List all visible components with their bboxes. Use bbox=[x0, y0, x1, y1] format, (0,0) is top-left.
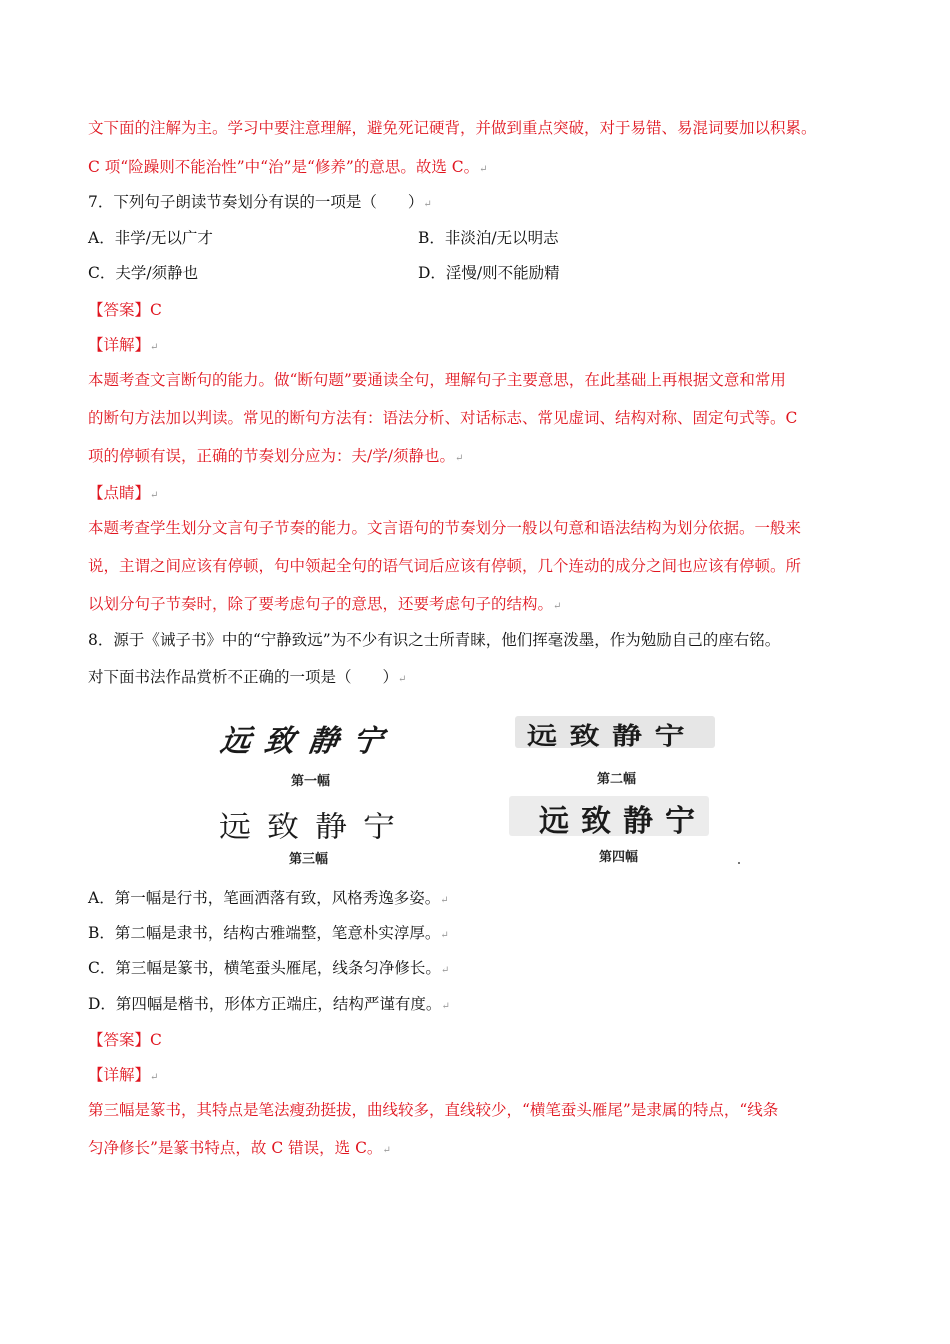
q7-answer-value: C bbox=[150, 301, 162, 319]
q7-answer bbox=[88, 300, 162, 320]
q7-tip-line-1: 本题考查学生划分文言句子节奏的能力。文言语句的节奏划分一般以句意和语法结构为划分依据。一般来 bbox=[88, 519, 802, 537]
q7-option-b: B．非淡泊/无以明志 bbox=[418, 229, 559, 247]
q8-detail-line-2: 匀净修长”是篆书特点，故 C 错误，选 C。↵ bbox=[88, 1139, 391, 1157]
q7-detail-line-2: 的断句方法加以判读。常见的断句方法有：语法分析、对话标志、常见虚词、结构对称、固定句式等。C bbox=[88, 409, 798, 427]
figure-dot bbox=[738, 862, 740, 864]
q6-explanation-line-1: 文下面的注解为主。学习中要注意理解，避免死记硬背，并做到重点突破，对于易错、易混词要加以积累。 bbox=[88, 119, 817, 137]
q7-detail-line-1: 本题考查文言断句的能力。做“断句题”要通读全句，理解句子主要意思，在此基础上再根据文意和常用 bbox=[88, 371, 786, 389]
q8-option-a: A．第一幅是行书，笔画洒落有致，风格秀逸多姿。↵ bbox=[88, 889, 449, 907]
q8-answer-label: 【答案】 bbox=[88, 1031, 151, 1049]
q8-answer-value: C bbox=[150, 1031, 162, 1049]
q8-option-c-text: C．第三幅是篆书，横笔蚕头雁尾，线条匀净修长。 bbox=[88, 959, 441, 977]
q8-stem-line-2: 对下面书法作品赏析不正确的一项是（ ）↵ bbox=[88, 668, 407, 686]
q8-option-b: B．第二幅是隶书，结构古雅端整，笔意朴实淳厚。↵ bbox=[88, 924, 449, 942]
q7-detail-line-3-text: 项的停顿有误，正确的节奏划分应为：夫/学/须静也。 bbox=[88, 447, 455, 465]
q8-detail-line-1: 第三幅是篆书，其特点是笔法瘦劲挺拔，曲线较多，直线较少，“横笔蚕头雁尾”是隶属的特点，“线条 bbox=[88, 1101, 779, 1119]
q7-detail-line-3: 项的停顿有误，正确的节奏划分应为：夫/学/须静也。↵ bbox=[88, 447, 464, 465]
q8-option-a-text: A．第一幅是行书，笔画洒落有致，风格秀逸多姿。 bbox=[88, 889, 441, 907]
calligraphy-work-1: 远致静宁 bbox=[218, 724, 399, 759]
q7-answer-label: 【答案】 bbox=[88, 301, 151, 319]
calligraphy-work-2: 远致静宁 bbox=[527, 721, 697, 750]
q7-option-a: A．非学/无以广才 bbox=[88, 229, 213, 247]
q7-stem-text: 7．下列句子朗读节奏划分有误的一项是（ ） bbox=[88, 193, 424, 211]
q7-tip-label: 【点睛】 bbox=[88, 484, 151, 502]
calligraphy-work-4: 远致静宁 bbox=[539, 804, 707, 839]
q7-option-d: D．淫慢/则不能励精 bbox=[418, 264, 560, 282]
q7-detail-label: 【详解】 bbox=[88, 336, 151, 354]
q7-option-c: C．夫学/须静也 bbox=[88, 264, 199, 282]
q7-tip-line-2: 说，主谓之间应该有停顿，句中领起全句的语气词后应该有停顿，几个连动的成分之间也应该有停顿。所 bbox=[88, 557, 802, 575]
calligraphy-caption-2: 第二幅 bbox=[597, 772, 637, 787]
q7-stem: 7．下列句子朗读节奏划分有误的一项是（ ）↵ bbox=[88, 193, 432, 211]
q8-detail-heading: 【详解】↵ bbox=[88, 1066, 159, 1084]
q8-answer bbox=[88, 1030, 162, 1050]
q8-option-c: C．第三幅是篆书，横笔蚕头雁尾，线条匀净修长。↵ bbox=[88, 959, 450, 977]
q8-option-d: D．第四幅是楷书，形体方正端庄，结构严谨有度。↵ bbox=[88, 995, 450, 1013]
q8-detail-line-2-text: 匀净修长”是篆书特点，故 C 错误，选 C。 bbox=[88, 1139, 383, 1157]
q8-stem-line-1: 8．源于《诫子书》中的“宁静致远”为不少有识之士所青睐，他们挥毫泼墨，作为勉励自己的座右铭。 bbox=[88, 631, 781, 649]
calligraphy-caption-1: 第一幅 bbox=[291, 774, 331, 789]
q8-detail-label: 【详解】 bbox=[88, 1066, 151, 1084]
q8-option-b-text: B．第二幅是隶书，结构古雅端整，笔意朴实淳厚。 bbox=[88, 924, 441, 942]
q8-stem-line-2-text: 对下面书法作品赏析不正确的一项是（ ） bbox=[88, 668, 399, 686]
calligraphy-work-3: 远致静宁 bbox=[219, 809, 412, 844]
calligraphy-caption-3: 第三幅 bbox=[289, 852, 329, 867]
q6-explanation-line-2: C 项“险躁则不能治性”中“治”是“修养”的意思。故选 C。↵ bbox=[88, 158, 488, 176]
q6-explanation-text: C 项“险躁则不能治性”中“治”是“修养”的意思。故选 C。 bbox=[88, 158, 480, 176]
q7-tip-heading: 【点睛】↵ bbox=[88, 484, 159, 502]
calligraphy-figure bbox=[205, 710, 750, 870]
q7-tip-line-3: 以划分句子节奏时，除了要考虑句子的意思，还要考虑句子的结构。↵ bbox=[88, 595, 562, 613]
q8-option-d-text: D．第四幅是楷书，形体方正端庄，结构严谨有度。 bbox=[88, 995, 442, 1013]
q7-tip-line-3-text: 以划分句子节奏时，除了要考虑句子的意思，还要考虑句子的结构。 bbox=[88, 595, 554, 613]
calligraphy-caption-4: 第四幅 bbox=[599, 850, 639, 865]
q7-detail-heading: 【详解】↵ bbox=[88, 336, 159, 354]
